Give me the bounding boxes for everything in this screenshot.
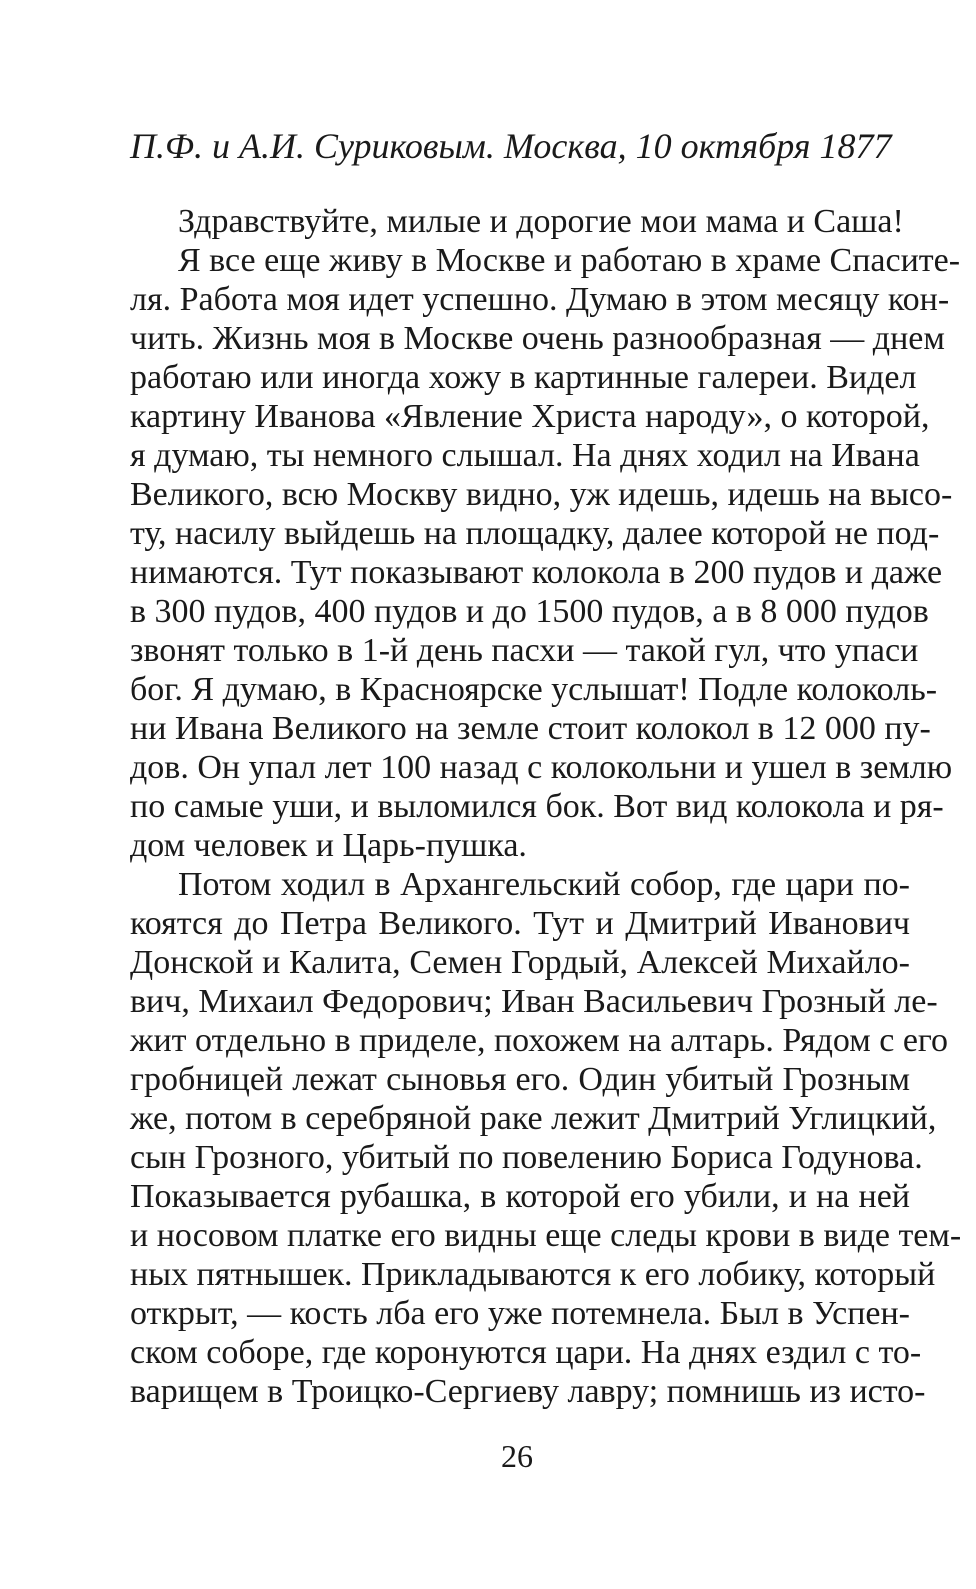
text-line: сын Грозного, убитый по повелению Бориса Годунова. — [130, 1139, 923, 1176]
text-line: звонят только в 1-й день пасхи — такой гул, что упаси — [130, 632, 919, 669]
text-line: жит отдельно в приделе, похожем на алтарь. Рядом с его — [130, 1022, 949, 1059]
text-line: по самые уши, и выломился бок. Вот вид колокола и ря- — [130, 788, 944, 825]
text-line: Показывается рубашка, в которой его убили, и на ней — [130, 1178, 910, 1215]
text-line: я думаю, ты немного слышал. На днях ходил на Ивана — [130, 437, 920, 474]
text-line: коятся до Петра Великого. Тут и Дмитрий Иванович — [130, 905, 910, 942]
text-line: картину Иванова «Явление Христа народу», о которой, — [130, 398, 930, 435]
text-line: Я все еще живу в Москве и работаю в храме Спасите- — [178, 242, 961, 279]
text-line: работаю или иногда хожу в картинные галереи. Видел — [130, 359, 917, 396]
text-line: гробницей лежат сыновья его. Один убитый Грозным — [130, 1061, 910, 1098]
page-number: 26 — [501, 1438, 533, 1474]
text-line: ни Ивана Великого на земле стоит колокол в 12 000 пу- — [130, 710, 931, 747]
text-line: ных пятнышек. Прикладываются к его лобику, который — [130, 1256, 936, 1293]
text-line: нимаются. Тут показывают колокола в 200 пудов и даже — [130, 554, 943, 591]
text-line: Здравствуйте, милые и дорогие мои мама и Саша! — [178, 203, 904, 240]
text-line: ля. Работа моя идет успешно. Думаю в этом месяцу кон- — [130, 281, 950, 318]
text-line: варищем в Троицко-Сергиеву лавру; помнишь из исто- — [130, 1373, 926, 1410]
text-line: Донской и Калита, Семен Гордый, Алексей Михайло- — [130, 944, 910, 981]
text-line: Великого, всю Москву видно, уж идешь, идешь на высо- — [130, 476, 953, 513]
text-line: и носовом платке его видны еще следы крови в виде тем- — [130, 1217, 962, 1254]
text-line: ту, насилу выйдешь на площадку, далее которой не под- — [130, 515, 940, 552]
letter-body — [130, 202, 962, 1411]
text-line: дов. Он упал лет 100 назад с колокольни и ушел в землю — [130, 749, 953, 786]
text-line: бог. Я думаю, в Красноярске услышат! Подле колоколь- — [130, 671, 938, 708]
text-line: дом человек и Царь-пушка. — [130, 827, 527, 864]
letter-heading: П.Ф. и А.И. Суриковым. Москва, 10 октября 1877 — [130, 126, 892, 166]
text-line: в 300 пудов, 400 пудов и до 1500 пудов, а в 8 000 пудов — [130, 593, 929, 630]
text-line: же, потом в серебряной раке лежит Дмитрий Углицкий, — [130, 1100, 937, 1137]
text-line: чить. Жизнь моя в Москве очень разнообразная — днем — [130, 320, 945, 357]
text-line: вич, Михаил Федорович; Иван Васильевич Грозный ле- — [130, 983, 938, 1020]
text-line: Потом ходил в Архангельский собор, где цари по- — [178, 866, 910, 903]
text-line: открыт, — кость лба его уже потемнела. Был в Успен- — [130, 1295, 910, 1332]
text-line: ском соборе, где коронуются цари. На днях ездил с то- — [130, 1334, 922, 1371]
